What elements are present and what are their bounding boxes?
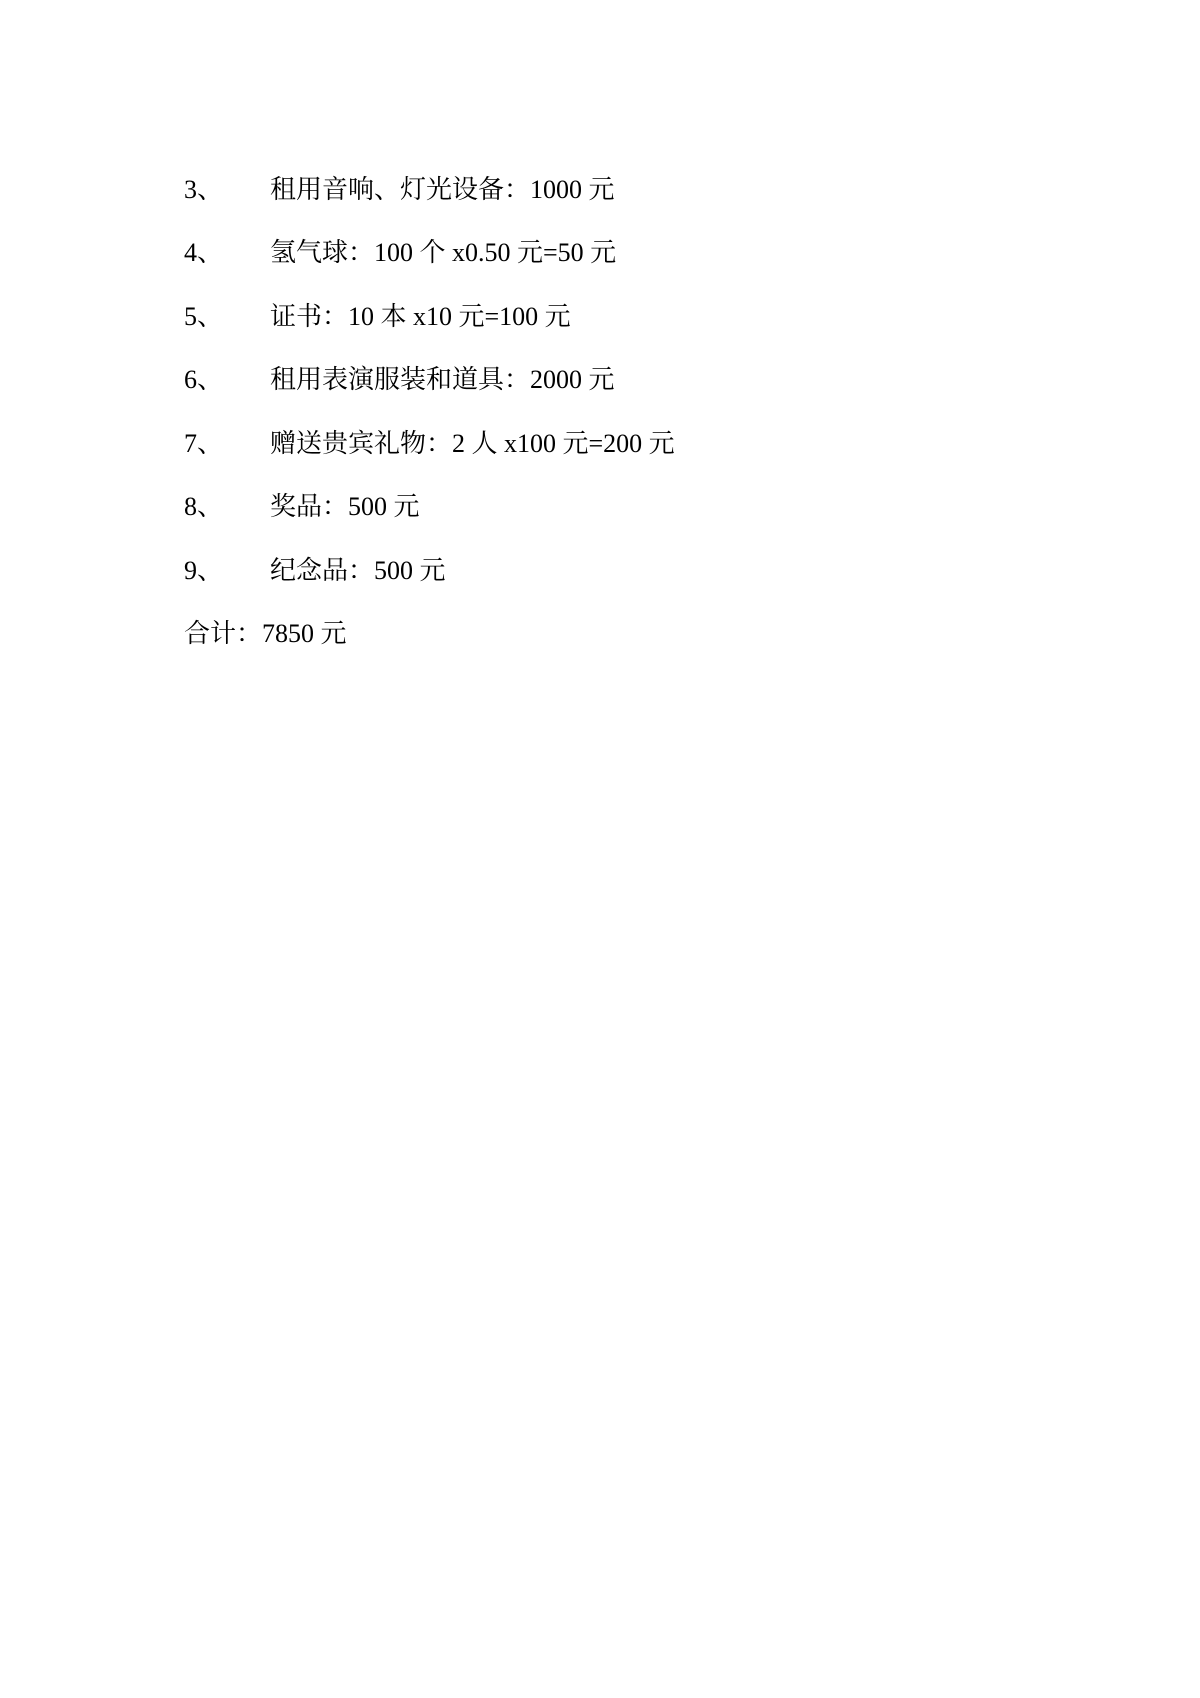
budget-item-8: [184, 476, 1084, 540]
budget-total: 合计：7850 元: [184, 619, 347, 649]
item-number: 4、: [184, 238, 224, 268]
budget-item-3: [184, 158, 1084, 222]
budget-list: [184, 158, 1084, 666]
item-text: 氢气球：100 个 x0.50 元=50 元: [270, 238, 617, 268]
item-text: 证书：10 本 x10 元=100 元: [270, 301, 571, 331]
budget-item-6: [184, 349, 1084, 413]
item-text: 纪念品：500 元: [270, 555, 446, 585]
item-number: 6、: [184, 365, 224, 395]
budget-item-9: [184, 539, 1084, 603]
item-number: 9、: [184, 555, 224, 585]
item-text: 租用音响、灯光设备：1000 元: [270, 174, 615, 204]
item-number: 5、: [184, 301, 224, 331]
item-number: 3、: [184, 174, 224, 204]
item-text: 赠送贵宾礼物：2 人 x100 元=200 元: [270, 428, 675, 458]
budget-item-7: [184, 412, 1084, 476]
item-number: 8、: [184, 492, 224, 522]
item-text: 租用表演服装和道具：2000 元: [270, 365, 615, 395]
item-text: 奖品：500 元: [270, 492, 420, 522]
budget-item-4: [184, 222, 1084, 286]
item-number: 7、: [184, 428, 224, 458]
budget-item-5: [184, 285, 1084, 349]
